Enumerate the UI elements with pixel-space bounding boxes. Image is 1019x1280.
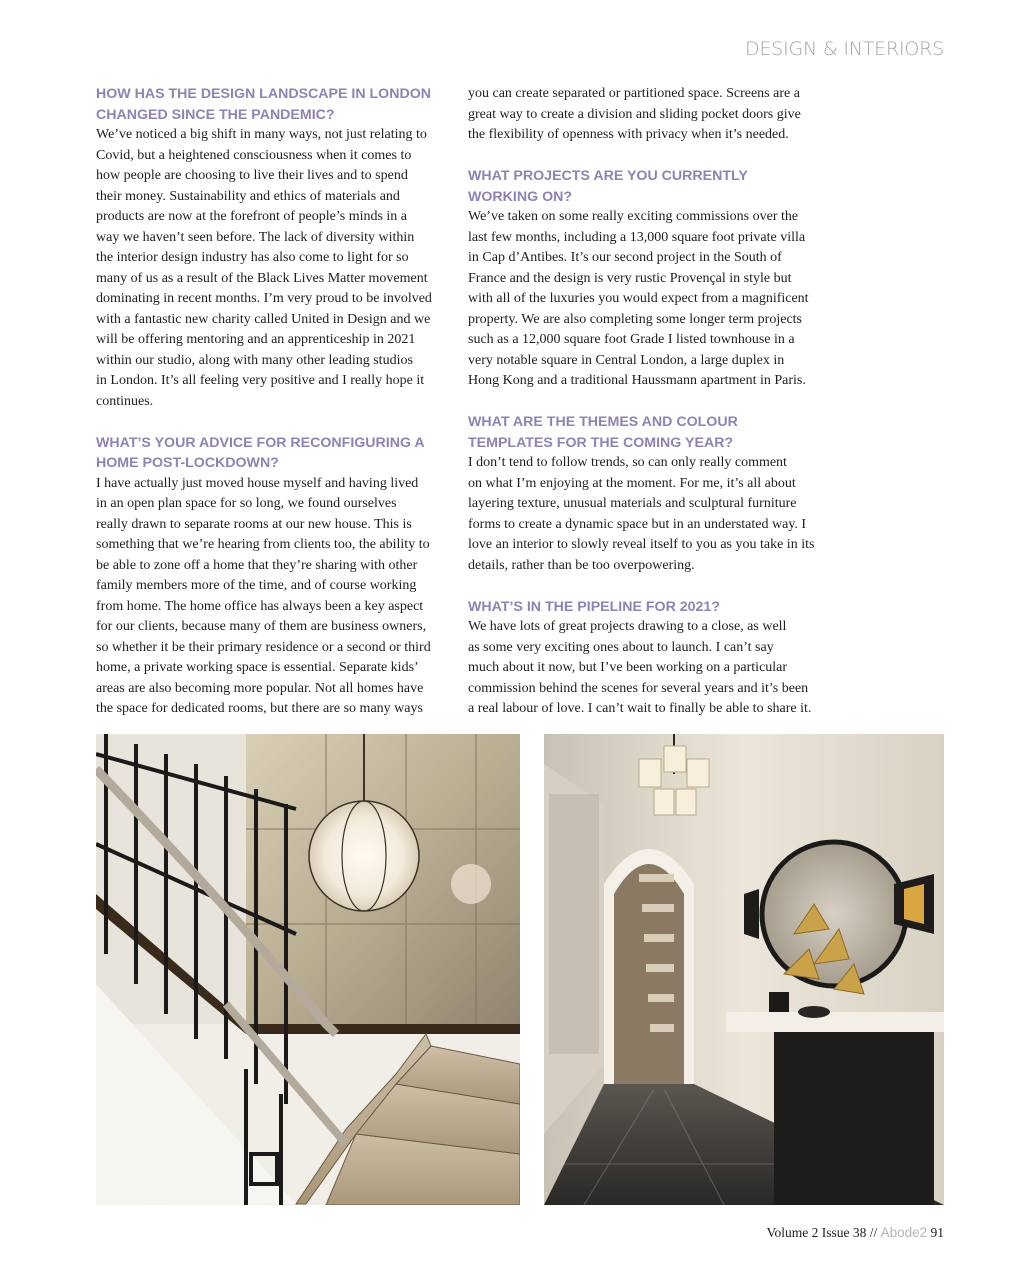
- question-current-projects: WHAT PROJECTS ARE YOU CURRENTLY WORKING ON?: [468, 168, 748, 205]
- right-column: [468, 84, 820, 720]
- question-reconfiguring-home: WHAT’S YOUR ADVICE FOR RECONFIGURING A HOME POST-LOCKDOWN?: [96, 434, 425, 471]
- answer-reconfiguring-home: I have actually just moved house myself and having lived in an open plan space for so long, we found ourselves really drawn to separate rooms at our new house. This is something that we’re hearing from clients too, the ability to be able to zone off a home that they’re sharing with other family members more of the time, and of course working from home. The home office has always been a key aspect for our clients, because many of them are business owners, so whether it be their primary residence or a second or third home, a private working space is essential. Separate kids’ areas are also becoming more popular. Not all homes have the space for dedicated rooms, but there are so many ways: [96, 475, 431, 716]
- answer-pipeline-2021: We have lots of great projects drawing to a close, as well as some very exciting ones about to launch. I can’t say much about it now, but I’ve been working on a particular commission behind the scenes for several years and it’s been a real labour of love. I can’t wait to finally be able to share it.: [468, 619, 812, 716]
- page-number: 91: [927, 1225, 944, 1240]
- staircase-photo: [96, 734, 520, 1205]
- answer-current-projects: We’ve taken on some really exciting commissions over the last few months, including a 13,000 square foot private villa in Cap d’Antibes. It’s our second project in the South of France and the design is very rustic Provençal in style but with all of the luxuries you would expect from a magnificent property. We are also completing some longer term projects such as a 12,000 square foot Grade I listed townhouse in a very notable square in Central London, a large duplex in Hong Kong and a traditional Haussmann apartment in Paris.: [468, 209, 809, 388]
- question-design-landscape: HOW HAS THE DESIGN LANDSCAPE IN LONDON CHANGED SINCE THE PANDEMIC?: [96, 86, 431, 123]
- answer-design-landscape: We’ve noticed a big shift in many ways, not just relating to Covid, but a heightened consciousness when it comes to how people are choosing to live their lives and to spend their money. Sustainability and ethics of materials and products are now at the forefront of people’s minds in a way we haven’t seen before. The lack of diversity within the interior design industry has also come to light for so many of us as a result of the Black Lives Matter movement dominating in recent months. I’m very proud to be involved with a fantastic new charity called United in Design and we will be offering mentoring and an apprenticeship in 2021 within our studio, along with many other leading studios in London. It’s all feeling very positive and I really hope it continues.: [96, 127, 432, 409]
- left-column: [96, 84, 448, 720]
- section-tag: DESIGN & INTERIORS: [745, 38, 944, 60]
- issue-label: Volume 2 Issue 38 //: [766, 1225, 881, 1240]
- answer-reconfiguring-home-continued: you can create separated or partitioned space. Screens are a great way to create a division and sliding pocket doors give the flexibility of openness with privacy when it’s needed.: [468, 86, 801, 142]
- question-themes-colour: WHAT ARE THE THEMES AND COLOUR TEMPLATES FOR THE COMING YEAR?: [468, 414, 738, 451]
- page-footer: [766, 1225, 944, 1241]
- brand-name: Abode2: [880, 1225, 928, 1240]
- answer-themes-colour: I don’t tend to follow trends, so can only really comment on what I’m enjoying at the moment. For me, it’s all about layering texture, unusual materials and sculptural furniture forms to create a dynamic space but in an understated way. I love an interior to slowly reveal itself to you as you take in its details, rather than be too overpowering.: [468, 455, 815, 573]
- hallway-photo: [544, 734, 944, 1205]
- question-pipeline-2021: WHAT’S IN THE PIPELINE FOR 2021?: [468, 598, 720, 615]
